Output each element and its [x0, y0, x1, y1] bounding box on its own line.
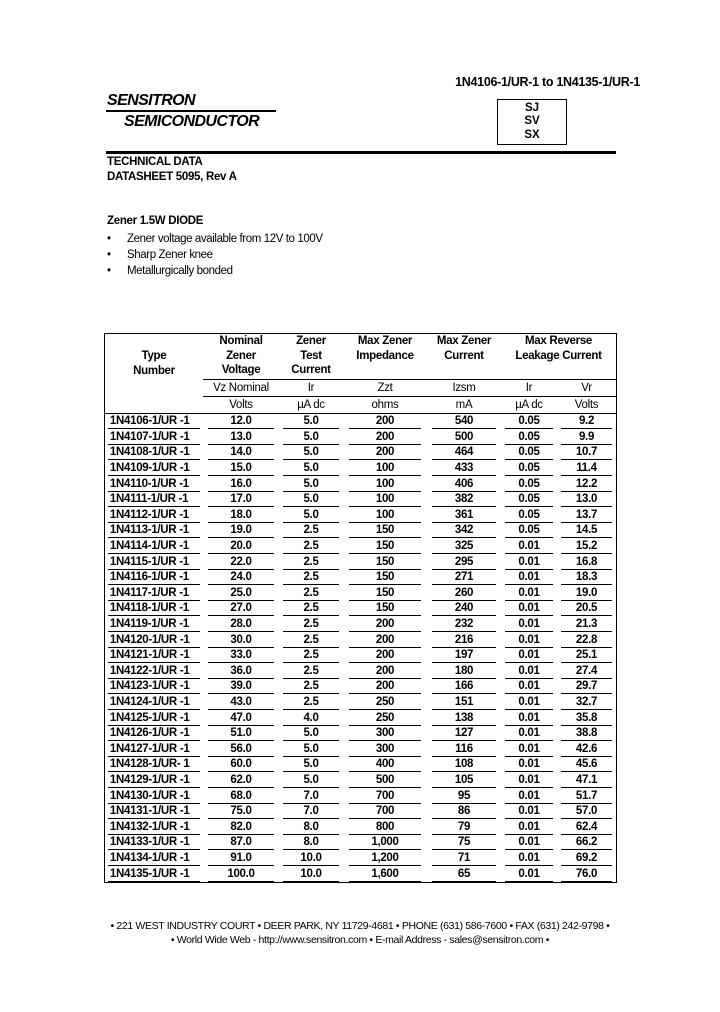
cell-izt: 2.5: [279, 539, 343, 555]
variant-sx: SX: [524, 128, 540, 141]
cell-zzt: 400: [343, 757, 427, 773]
cell-ir: 0.01: [501, 866, 557, 882]
cell-izsm: 138: [427, 710, 501, 726]
cell-type: 1N4111-1/UR -1: [105, 492, 203, 508]
cell-izt: 5.0: [279, 445, 343, 461]
symbol-ir: Ir: [501, 379, 557, 396]
cell-izt: 10.0: [279, 866, 343, 882]
feature-item: • Zener voltage available from 12V to 100V: [107, 233, 323, 245]
cell-vr: 9.2: [557, 413, 616, 430]
cell-izt: 2.5: [279, 617, 343, 633]
cell-zzt: 100: [343, 476, 427, 492]
cell-vz: 68.0: [203, 788, 279, 804]
cell-izt: 2.5: [279, 523, 343, 539]
col-header-type: Type Number: [133, 350, 175, 377]
doc-type: TECHNICAL DATA: [107, 156, 203, 168]
table-row: [105, 835, 616, 851]
cell-izsm: 540: [427, 413, 501, 430]
cell-vr: 19.0: [557, 586, 616, 602]
cell-zzt: 250: [343, 710, 427, 726]
cell-izsm: 295: [427, 554, 501, 570]
cell-vr: 13.0: [557, 492, 616, 508]
cell-ir: 0.01: [501, 617, 557, 633]
cell-izsm: 232: [427, 617, 501, 633]
cell-vr: 10.7: [557, 445, 616, 461]
cell-ir: 0.05: [501, 445, 557, 461]
cell-izt: 2.5: [279, 554, 343, 570]
table-row: [105, 554, 616, 570]
cell-zzt: 1,200: [343, 851, 427, 867]
unit-vr: Volts: [557, 396, 616, 413]
col-header-izt: Zener Test Current: [291, 335, 331, 376]
cell-izt: 2.5: [279, 632, 343, 648]
cell-vr: 62.4: [557, 819, 616, 835]
cell-type: 1N4133-1/UR -1: [105, 835, 203, 851]
cell-type: 1N4106-1/UR -1: [105, 413, 203, 430]
cell-vr: 47.1: [557, 773, 616, 789]
table-row: [105, 819, 616, 835]
cell-ir: 0.01: [501, 710, 557, 726]
feature-list: [107, 231, 323, 279]
cell-izt: 2.5: [279, 664, 343, 680]
cell-ir: 0.01: [501, 819, 557, 835]
cell-zzt: 1,000: [343, 835, 427, 851]
cell-vz: 17.0: [203, 492, 279, 508]
cell-vr: 29.7: [557, 679, 616, 695]
cell-type: 1N4116-1/UR -1: [105, 570, 203, 586]
symbol-vr: Vr: [557, 379, 616, 396]
cell-izt: 5.0: [279, 461, 343, 477]
cell-izsm: 95: [427, 788, 501, 804]
cell-zzt: 100: [343, 508, 427, 524]
cell-ir: 0.01: [501, 851, 557, 867]
cell-vz: 13.0: [203, 430, 279, 446]
cell-zzt: 700: [343, 804, 427, 820]
cell-type: 1N4113-1/UR -1: [105, 523, 203, 539]
cell-vr: 32.7: [557, 695, 616, 711]
table-row: [105, 804, 616, 820]
cell-vr: 38.8: [557, 726, 616, 742]
cell-izsm: 108: [427, 757, 501, 773]
cell-type: 1N4132-1/UR -1: [105, 819, 203, 835]
cell-vr: 57.0: [557, 804, 616, 820]
cell-izsm: 127: [427, 726, 501, 742]
cell-vz: 30.0: [203, 632, 279, 648]
footer-contact: • World Wide Web - http://www.sensitron.com • E-mail Address - sales@sensitron.com •: [170, 934, 550, 946]
cell-izsm: 361: [427, 508, 501, 524]
cell-izt: 5.0: [279, 476, 343, 492]
cell-vr: 25.1: [557, 648, 616, 664]
company-logo-line2: SEMICONDUCTOR: [124, 113, 260, 130]
cell-type: 1N4129-1/UR -1: [105, 773, 203, 789]
unit-zzt: ohms: [343, 396, 427, 413]
cell-vz: 100.0: [203, 866, 279, 882]
logo-underline: [106, 110, 276, 112]
col-header-zzt: Max Zener Impedance: [356, 335, 414, 362]
cell-izsm: 500: [427, 430, 501, 446]
table-row: [105, 788, 616, 804]
cell-zzt: 200: [343, 664, 427, 680]
cell-zzt: 800: [343, 819, 427, 835]
bullet-icon: •: [107, 233, 111, 245]
cell-vz: 24.0: [203, 570, 279, 586]
cell-izt: 8.0: [279, 819, 343, 835]
symbol-zzt: Zzt: [343, 379, 427, 396]
cell-izt: 10.0: [279, 851, 343, 867]
cell-zzt: 200: [343, 413, 427, 430]
cell-vz: 43.0: [203, 695, 279, 711]
cell-type: 1N4121-1/UR -1: [105, 648, 203, 664]
header-row: [105, 334, 616, 379]
cell-vr: 11.4: [557, 461, 616, 477]
table-row: [105, 430, 616, 446]
cell-type: 1N4128-1/UR- 1: [105, 757, 203, 773]
cell-vr: 22.8: [557, 632, 616, 648]
cell-type: 1N4107-1/UR -1: [105, 430, 203, 446]
table-row: [105, 726, 616, 742]
cell-izsm: 75: [427, 835, 501, 851]
spec-table-container: [104, 333, 617, 883]
cell-vz: 27.0: [203, 601, 279, 617]
cell-type: 1N4125-1/UR -1: [105, 710, 203, 726]
cell-vr: 20.5: [557, 601, 616, 617]
cell-ir: 0.01: [501, 632, 557, 648]
cell-izsm: 166: [427, 679, 501, 695]
table-row: [105, 632, 616, 648]
cell-izsm: 151: [427, 695, 501, 711]
cell-zzt: 250: [343, 695, 427, 711]
part-range-title: 1N4106-1/UR-1 to 1N4135-1/UR-1: [455, 75, 640, 89]
variant-sv: SV: [524, 115, 540, 128]
product-title: Zener 1.5W DIODE: [107, 215, 204, 227]
cell-vz: 47.0: [203, 710, 279, 726]
cell-izt: 5.0: [279, 773, 343, 789]
cell-izsm: 260: [427, 586, 501, 602]
cell-zzt: 1,600: [343, 866, 427, 882]
cell-vz: 25.0: [203, 586, 279, 602]
bullet-icon: •: [107, 265, 111, 277]
cell-vr: 13.7: [557, 508, 616, 524]
cell-vz: 91.0: [203, 851, 279, 867]
symbol-izt: Ir: [279, 379, 343, 396]
cell-zzt: 200: [343, 617, 427, 633]
cell-vz: 75.0: [203, 804, 279, 820]
cell-type: 1N4117-1/UR -1: [105, 586, 203, 602]
table-row: [105, 413, 616, 430]
cell-vz: 12.0: [203, 413, 279, 430]
cell-type: 1N4112-1/UR -1: [105, 508, 203, 524]
table-row: [105, 586, 616, 602]
cell-ir: 0.01: [501, 586, 557, 602]
cell-zzt: 150: [343, 539, 427, 555]
feature-item: • Metallurgically bonded: [107, 265, 233, 277]
cell-izt: 2.5: [279, 601, 343, 617]
footer-address: • 221 WEST INDUSTRY COURT • DEER PARK, NY 11729-4681 • PHONE (631) 586-7600 • FAX (631) 242-9798 •: [110, 920, 610, 932]
cell-ir: 0.05: [501, 413, 557, 430]
cell-vz: 51.0: [203, 726, 279, 742]
cell-izt: 2.5: [279, 570, 343, 586]
table-row: [105, 664, 616, 680]
cell-izt: 2.5: [279, 648, 343, 664]
table-row: [105, 476, 616, 492]
cell-type: 1N4109-1/UR -1: [105, 461, 203, 477]
cell-vz: 28.0: [203, 617, 279, 633]
cell-izt: 7.0: [279, 804, 343, 820]
symbol-izsm: Izsm: [427, 379, 501, 396]
cell-izt: 2.5: [279, 695, 343, 711]
cell-type: 1N4130-1/UR -1: [105, 788, 203, 804]
unit-izsm: mA: [427, 396, 501, 413]
cell-zzt: 150: [343, 601, 427, 617]
cell-ir: 0.05: [501, 508, 557, 524]
col-header-vz: Nominal Zener Voltage: [219, 335, 263, 376]
cell-vr: 45.6: [557, 757, 616, 773]
table-row: [105, 508, 616, 524]
cell-zzt: 150: [343, 570, 427, 586]
cell-ir: 0.01: [501, 726, 557, 742]
cell-izsm: 116: [427, 741, 501, 757]
cell-type: 1N4118-1/UR -1: [105, 601, 203, 617]
spec-table: [105, 334, 616, 882]
cell-zzt: 700: [343, 788, 427, 804]
cell-ir: 0.01: [501, 695, 557, 711]
cell-izt: 5.0: [279, 492, 343, 508]
document-info: [107, 155, 237, 185]
cell-izt: 2.5: [279, 586, 343, 602]
col-header-leakage: Max Reverse Leakage Current: [515, 335, 602, 362]
cell-type: 1N4123-1/UR -1: [105, 679, 203, 695]
cell-zzt: 100: [343, 492, 427, 508]
cell-vz: 39.0: [203, 679, 279, 695]
cell-ir: 0.05: [501, 430, 557, 446]
cell-izsm: 433: [427, 461, 501, 477]
table-row: [105, 679, 616, 695]
cell-vr: 12.2: [557, 476, 616, 492]
cell-izsm: 79: [427, 819, 501, 835]
variant-box: [497, 99, 567, 145]
cell-vz: 87.0: [203, 835, 279, 851]
cell-izsm: 406: [427, 476, 501, 492]
cell-vr: 14.5: [557, 523, 616, 539]
cell-vz: 33.0: [203, 648, 279, 664]
cell-vr: 18.3: [557, 570, 616, 586]
table-row: [105, 539, 616, 555]
datasheet-number: DATASHEET 5095, Rev A: [107, 171, 237, 183]
table-row: [105, 866, 616, 882]
cell-type: 1N4120-1/UR -1: [105, 632, 203, 648]
cell-izsm: 105: [427, 773, 501, 789]
cell-type: 1N4122-1/UR -1: [105, 664, 203, 680]
table-row: [105, 773, 616, 789]
cell-izt: 5.0: [279, 413, 343, 430]
bullet-icon: •: [107, 249, 111, 261]
cell-type: 1N4114-1/UR -1: [105, 539, 203, 555]
spec-table-body: [105, 413, 616, 882]
cell-vr: 42.6: [557, 741, 616, 757]
cell-izsm: 325: [427, 539, 501, 555]
table-row: [105, 617, 616, 633]
cell-vz: 56.0: [203, 741, 279, 757]
cell-vr: 21.3: [557, 617, 616, 633]
cell-zzt: 200: [343, 445, 427, 461]
variant-sj: SJ: [524, 101, 540, 114]
table-row: [105, 601, 616, 617]
symbol-vz: Vz Nominal: [203, 379, 279, 396]
cell-ir: 0.01: [501, 570, 557, 586]
cell-izt: 5.0: [279, 508, 343, 524]
table-row: [105, 648, 616, 664]
cell-vz: 22.0: [203, 554, 279, 570]
cell-type: 1N4110-1/UR -1: [105, 476, 203, 492]
cell-izsm: 86: [427, 804, 501, 820]
cell-vr: 51.7: [557, 788, 616, 804]
cell-izt: 5.0: [279, 430, 343, 446]
cell-vr: 27.4: [557, 664, 616, 680]
cell-zzt: 200: [343, 632, 427, 648]
cell-izsm: 240: [427, 601, 501, 617]
cell-ir: 0.05: [501, 461, 557, 477]
cell-izt: 5.0: [279, 757, 343, 773]
unit-izt: µA dc: [279, 396, 343, 413]
cell-zzt: 150: [343, 523, 427, 539]
table-row: [105, 851, 616, 867]
table-row: [105, 523, 616, 539]
cell-ir: 0.01: [501, 773, 557, 789]
col-header-izsm: Max Zener Current: [436, 335, 492, 362]
cell-izsm: 197: [427, 648, 501, 664]
table-row: [105, 741, 616, 757]
cell-type: 1N4115-1/UR -1: [105, 554, 203, 570]
cell-vz: 60.0: [203, 757, 279, 773]
cell-izsm: 71: [427, 851, 501, 867]
cell-izsm: 271: [427, 570, 501, 586]
cell-type: 1N4131-1/UR -1: [105, 804, 203, 820]
cell-ir: 0.05: [501, 492, 557, 508]
cell-vr: 9.9: [557, 430, 616, 446]
cell-type: 1N4127-1/UR -1: [105, 741, 203, 757]
cell-ir: 0.01: [501, 835, 557, 851]
cell-izt: 5.0: [279, 741, 343, 757]
cell-zzt: 300: [343, 726, 427, 742]
cell-type: 1N4108-1/UR -1: [105, 445, 203, 461]
unit-ir: µA dc: [501, 396, 557, 413]
cell-izt: 8.0: [279, 835, 343, 851]
cell-vz: 15.0: [203, 461, 279, 477]
cell-vr: 35.8: [557, 710, 616, 726]
cell-ir: 0.01: [501, 757, 557, 773]
table-row: [105, 492, 616, 508]
table-row: [105, 710, 616, 726]
cell-vz: 20.0: [203, 539, 279, 555]
cell-vr: 15.2: [557, 539, 616, 555]
feature-item: • Sharp Zener knee: [107, 249, 213, 261]
cell-zzt: 100: [343, 461, 427, 477]
table-row: [105, 570, 616, 586]
cell-izsm: 65: [427, 866, 501, 882]
table-row: [105, 695, 616, 711]
cell-ir: 0.01: [501, 804, 557, 820]
cell-izsm: 464: [427, 445, 501, 461]
cell-zzt: 200: [343, 430, 427, 446]
cell-ir: 0.01: [501, 539, 557, 555]
cell-zzt: 150: [343, 554, 427, 570]
cell-izsm: 180: [427, 664, 501, 680]
unit-vz: Volts: [203, 396, 279, 413]
cell-vz: 19.0: [203, 523, 279, 539]
cell-vz: 18.0: [203, 508, 279, 524]
cell-vz: 82.0: [203, 819, 279, 835]
cell-izt: 2.5: [279, 679, 343, 695]
cell-vr: 76.0: [557, 866, 616, 882]
cell-vr: 69.2: [557, 851, 616, 867]
cell-zzt: 200: [343, 648, 427, 664]
cell-ir: 0.05: [501, 476, 557, 492]
cell-ir: 0.01: [501, 741, 557, 757]
cell-ir: 0.01: [501, 554, 557, 570]
cell-zzt: 200: [343, 679, 427, 695]
cell-izsm: 216: [427, 632, 501, 648]
cell-izt: 5.0: [279, 726, 343, 742]
cell-vz: 14.0: [203, 445, 279, 461]
table-row: [105, 445, 616, 461]
cell-ir: 0.01: [501, 664, 557, 680]
cell-vr: 16.8: [557, 554, 616, 570]
cell-type: 1N4134-1/UR -1: [105, 851, 203, 867]
cell-ir: 0.01: [501, 648, 557, 664]
cell-ir: 0.01: [501, 679, 557, 695]
cell-ir: 0.01: [501, 788, 557, 804]
cell-vz: 36.0: [203, 664, 279, 680]
header-divider: [106, 151, 616, 154]
company-logo-line1: SENSITRON: [107, 92, 195, 109]
cell-type: 1N4119-1/UR -1: [105, 617, 203, 633]
cell-type: 1N4135-1/UR -1: [105, 866, 203, 882]
cell-ir: 0.05: [501, 523, 557, 539]
table-row: [105, 757, 616, 773]
cell-vr: 66.2: [557, 835, 616, 851]
cell-izt: 4.0: [279, 710, 343, 726]
cell-zzt: 300: [343, 741, 427, 757]
cell-vz: 62.0: [203, 773, 279, 789]
cell-zzt: 150: [343, 586, 427, 602]
cell-izsm: 382: [427, 492, 501, 508]
cell-ir: 0.01: [501, 601, 557, 617]
cell-vz: 16.0: [203, 476, 279, 492]
cell-izsm: 342: [427, 523, 501, 539]
cell-type: 1N4124-1/UR -1: [105, 695, 203, 711]
table-row: [105, 461, 616, 477]
cell-type: 1N4126-1/UR -1: [105, 726, 203, 742]
cell-zzt: 500: [343, 773, 427, 789]
cell-izt: 7.0: [279, 788, 343, 804]
